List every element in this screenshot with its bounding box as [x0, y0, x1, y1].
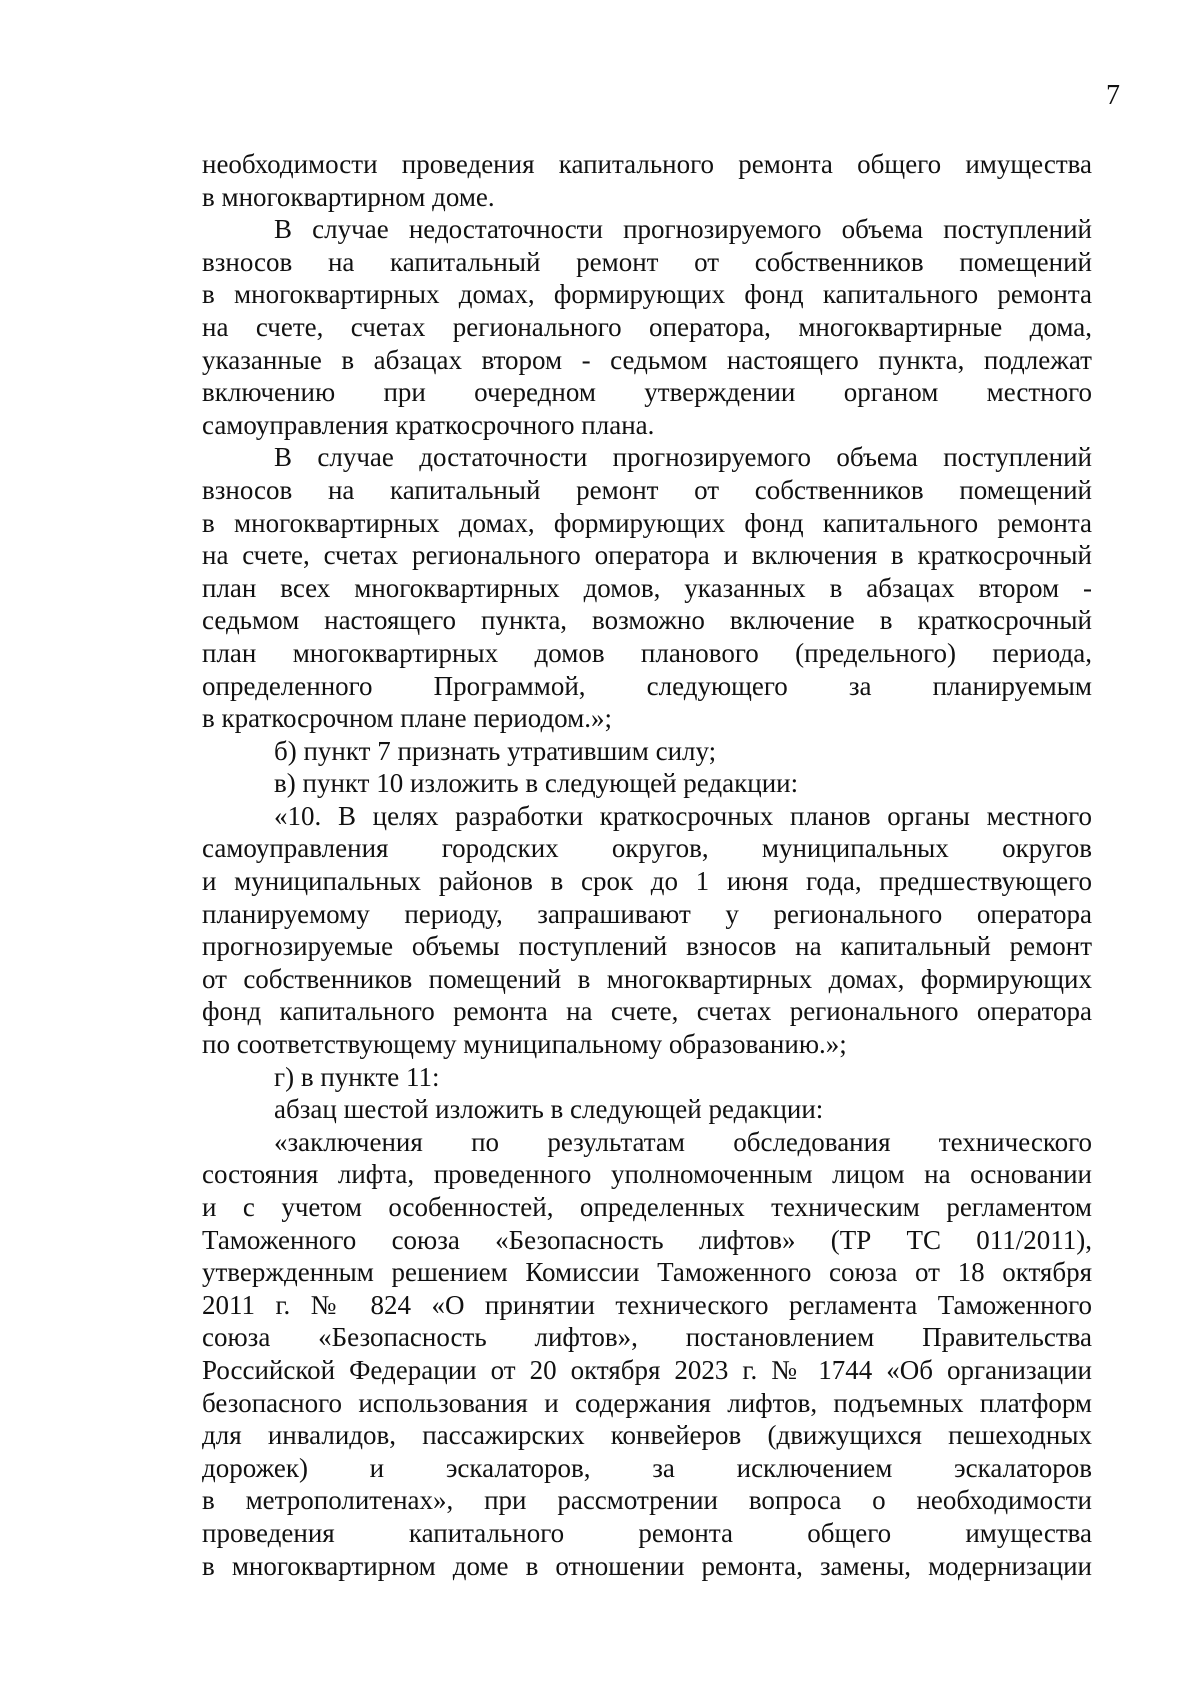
text-line: Таможенного союза «Безопасность лифтов» (ТР ТС 011/2011), [202, 1224, 1092, 1255]
document-body [202, 148, 1092, 1582]
page-number: 7 [1106, 80, 1120, 111]
text-line: В случае недостаточности прогнозируемого объема поступлений [274, 214, 1092, 245]
text-line: г) в пункте 11: [274, 1061, 440, 1092]
text-line: взносов на капитальный ремонт от собственников помещений [202, 246, 1092, 277]
text-line: б) пункт 7 признать утратившим силу; [274, 735, 717, 766]
text-line: и с учетом особенностей, определенных техническим регламентом [202, 1192, 1092, 1222]
text-line: для инвалидов, пассажирских конвейеров (движущихся пешеходных [202, 1420, 1092, 1451]
text-line: необходимости проведения капитального ремонта общего имущества [202, 149, 1092, 179]
text-line: в многоквартирном доме. [202, 181, 495, 212]
text-line: самоуправления городских округов, муниципальных округов [202, 833, 1092, 864]
text-line: дорожек) и эскалаторов, за исключением эскалаторов [202, 1452, 1092, 1483]
text-line: в многоквартирном доме в отношении ремонта, замены, модернизации [202, 1550, 1092, 1581]
text-line: план многоквартирных домов планового (предельного) периода, [202, 637, 1092, 668]
text-line: Российской Федерации от 20 октября 2023 г. № 1744 «Об организации [202, 1354, 1092, 1385]
text-line: по соответствующему муниципальному образованию.»; [202, 1029, 847, 1060]
text-line: 2011 г. № 824 «О принятии технического регламента Таможенного [202, 1289, 1092, 1320]
text-line: состояния лифта, проведенного уполномоченным лицом на основании [202, 1159, 1092, 1190]
text-line: «заключения по результатам обследования технического [274, 1126, 1092, 1157]
text-line: прогнозируемые объемы поступлений взносов на капитальный ремонт [202, 931, 1092, 962]
text-line: планируемому периоду, запрашивают у регионального оператора [202, 898, 1092, 929]
text-line: план всех многоквартирных домов, указанных в абзацах втором - [202, 572, 1092, 603]
text-line: абзац шестой изложить в следующей редакции: [274, 1094, 824, 1125]
text-line: самоуправления краткосрочного плана. [202, 409, 655, 440]
text-line: в метрополитенах», при рассмотрении вопроса о необходимости [202, 1485, 1092, 1516]
text-line: проведения капитального ремонта общего имущества [202, 1517, 1092, 1548]
text-line: в) пункт 10 изложить в следующей редакции: [274, 768, 799, 799]
text-line: В случае достаточности прогнозируемого объема поступлений [274, 442, 1092, 473]
text-line: и муниципальных районов в срок до 1 июня года, предшествующего [202, 866, 1092, 897]
text-line: в многоквартирных домах, формирующих фонд капитального ремонта [202, 279, 1092, 310]
text-line: утвержденным решением Комиссии Таможенного союза от 18 октября [202, 1257, 1092, 1288]
text-line: в многоквартирных домах, формирующих фонд капитального ремонта [202, 507, 1092, 538]
text-line: взносов на капитальный ремонт от собственников помещений [202, 474, 1092, 505]
text-line: безопасного использования и содержания лифтов, подъемных платформ [202, 1387, 1092, 1418]
text-line: фонд капитального ремонта на счете, счетах регионального оператора [202, 996, 1092, 1027]
text-line: в краткосрочном плане периодом.»; [202, 703, 613, 734]
text-line: от собственников помещений в многоквартирных домах, формирующих [202, 963, 1092, 994]
text-line: на счете, счетах регионального оператора, многоквартирные дома, [202, 311, 1092, 342]
text-line: седьмом настоящего пункта, возможно включение в краткосрочный [202, 605, 1092, 636]
text-line: «10. В целях разработки краткосрочных планов органы местного [274, 800, 1092, 831]
text-line: указанные в абзацах втором - седьмом настоящего пункта, подлежат [202, 344, 1092, 375]
text-line: включению при очередном утверждении органом местного [202, 377, 1092, 408]
text-line: союза «Безопасность лифтов», постановлением Правительства [202, 1322, 1092, 1353]
text-line: на счете, счетах регионального оператора и включения в краткосрочный [202, 540, 1092, 571]
text-line: определенного Программой, следующего за планируемым [202, 670, 1092, 701]
